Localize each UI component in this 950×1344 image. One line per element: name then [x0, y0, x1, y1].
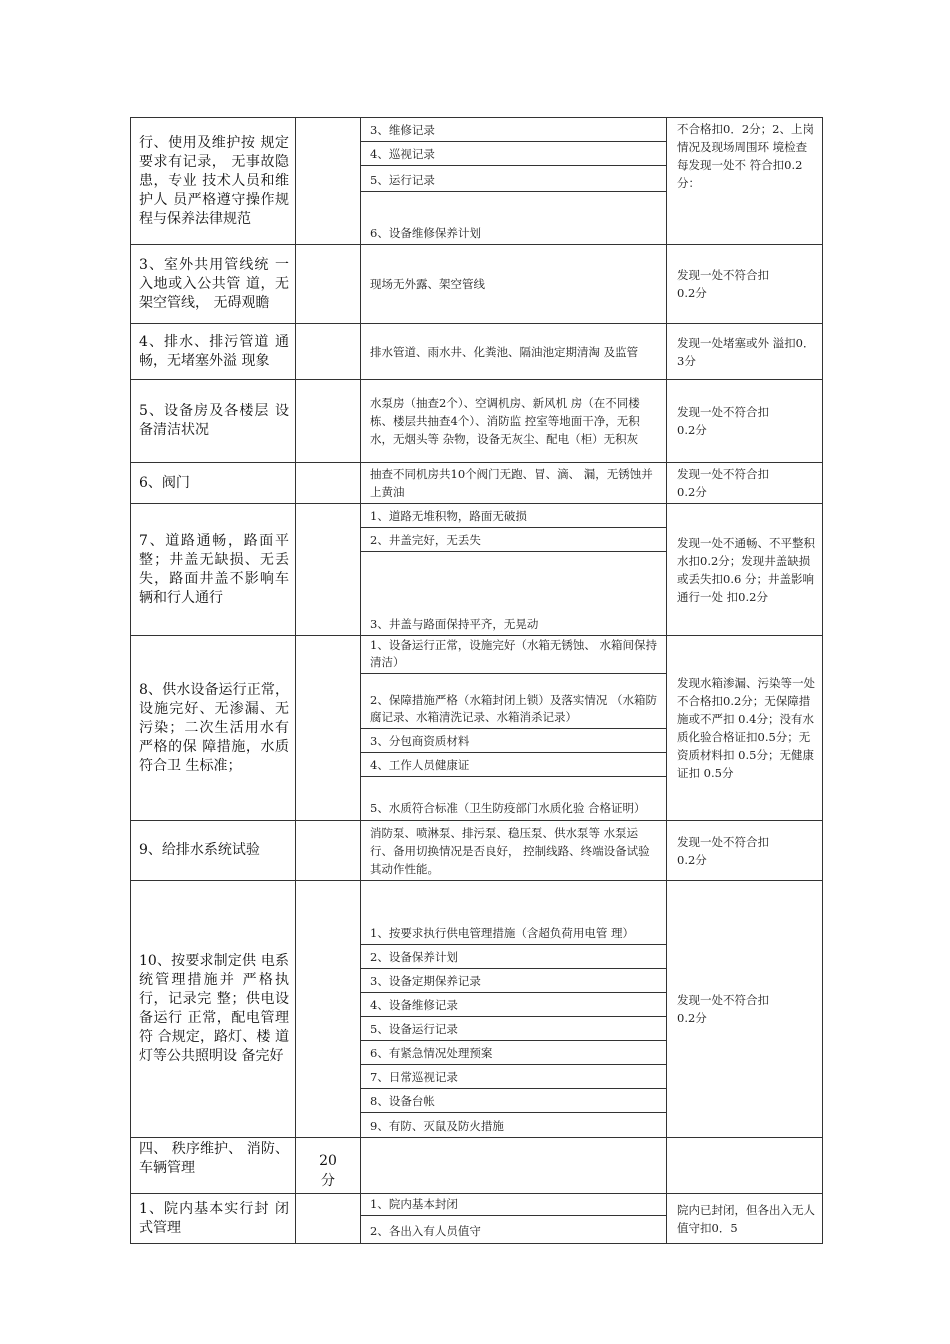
score-cell — [296, 881, 361, 1138]
standard-subitem: 2、井盖完好，无丢失 — [361, 528, 666, 552]
standard-subitems — [361, 118, 667, 245]
standard-subitem: 4、设备维修记录 — [361, 993, 666, 1017]
standard-subitem: 2、保障措施严格（水箱封闭上锁）及落实情况 （水箱防腐记录、水箱清洗记录、水箱消杀记录） — [361, 674, 666, 729]
standard-subitem: 6、设备维修保养计划 — [370, 226, 481, 240]
standard-subitems — [361, 504, 667, 636]
standard-subitem: 3、分包商资质材料 — [361, 729, 666, 753]
score-cell — [296, 245, 361, 324]
deduction-cell: 发现一处不符合扣 0.2分 — [667, 881, 823, 1138]
score-cell — [296, 380, 361, 463]
standard-subitem: 3、设备定期保养记录 — [361, 969, 666, 993]
table-row — [131, 118, 823, 245]
standard-cell: 现场无外露、架空管线 — [361, 245, 667, 324]
standard-subitem: 2、设备保养计划 — [361, 945, 666, 969]
deduction-cell: 发现一处不符合扣 0.2分 — [667, 463, 823, 504]
standard-subitem: 2、各出入有人员值守 — [370, 1224, 481, 1238]
standard-cell: 消防泵、喷淋泵、排污泵、稳压泵、供水泵等 水泵运行、备用切换情况是否良好， 控制线路、终端设备试验其动作性能。 — [361, 821, 667, 881]
standard-subitem: 5、水质符合标准（卫生防疫部门水质化验 合格证明） — [370, 801, 646, 815]
deduction-cell: 发现一处不通畅、不平整积水扣0.2分；发现井盖缺损或丢失扣0.6 分；井盖影响通行一处 扣0.2分 — [667, 504, 823, 636]
requirement-cell: 6、阀门 — [131, 463, 296, 504]
requirement-cell: 四、 秩序维护、 消防、车辆管理 — [131, 1138, 296, 1194]
standard-subitem: 3、井盖与路面保持平齐，无晃动 — [370, 617, 539, 631]
deduction-cell: 发现一处不符合扣 0.2分 — [667, 821, 823, 881]
table-row — [131, 881, 823, 1138]
table-row — [131, 636, 823, 821]
requirement-cell: 4、排水、排污管道 通畅，无堵塞外溢 现象 — [131, 324, 296, 380]
standard-subitem: 5、运行记录 — [361, 166, 666, 192]
standard-subitems — [361, 1194, 667, 1244]
deduction-cell: 发现水箱渗漏、污染等一处不合格扣0.2分；无保障措施或不严扣 0.4分；没有水 质化验合格证扣0.5分；无资质材料扣 0.5分；无健康证扣 0.5分 — [667, 636, 823, 821]
inspection-table — [130, 117, 823, 1244]
requirement-cell: 8、供水设备运行正常，设施完好、无渗漏、无污染；二次生活用水有严格的保 障措施，水质符合卫 生标准； — [131, 636, 296, 821]
table-row — [131, 463, 823, 504]
standard-subitem: 8、设备台帐 — [361, 1089, 666, 1113]
standard-subitem: 1、按要求执行供电管理措施（含超负荷用电管 理） — [361, 881, 666, 945]
standard-subitems — [361, 636, 667, 821]
standard-subitem: 1、设备运行正常，设施完好（水箱无锈蚀、 水箱间保持清洁） — [361, 636, 666, 674]
requirement-cell: 10、按要求制定供 电系统管理措施并 严格执行，记录完 整；供电设备运行 正常，配电管理符 合规定，路灯、楼 道灯等公共照明设 备完好 — [131, 881, 296, 1138]
standard-subitem: 3、维修记录 — [361, 118, 666, 142]
deduction-cell: 发现一处不符合扣 0.2分 — [667, 380, 823, 463]
requirement-cell: 1、院内基本实行封 闭式管理 — [131, 1194, 296, 1244]
table-row — [131, 245, 823, 324]
deduction-cell — [667, 1138, 823, 1194]
table-row — [131, 1194, 823, 1244]
score-cell — [296, 504, 361, 636]
requirement-cell: 5、设备房及各楼层 设备清洁状况 — [131, 380, 296, 463]
score-cell — [296, 1194, 361, 1244]
requirement-cell: 行、使用及维护按 规定要求有记录， 无事故隐患，专业 技术人员和维护人 员严格遵守操作规 程与保养法律规范 — [131, 118, 296, 245]
requirement-cell: 7、道路通畅，路面平整；井盖无缺损、无丢失，路面井盖不影响车辆和行人通行 — [131, 504, 296, 636]
score-cell — [296, 821, 361, 881]
standard-subitem: 9、有防、灭鼠及防火措施 — [370, 1119, 504, 1133]
score-cell: 20 分 — [296, 1138, 361, 1194]
table-row — [131, 1138, 823, 1194]
deduction-cell: 发现一处堵塞或外 溢扣0．3分 — [667, 324, 823, 380]
deduction-cell: 发现一处不符合扣 0.2分 — [667, 245, 823, 324]
standard-subitem: 4、工作人员健康证 — [361, 753, 666, 777]
standard-subitem: 4、巡视记录 — [361, 142, 666, 166]
deduction-cell: 不合格扣0．2分；2、上岗情况及现场周围环 境检查每发现一处不 符合扣0.2 分： — [667, 118, 823, 245]
standard-cell: 排水管道、雨水井、化粪池、隔油池定期清淘 及监管 — [361, 324, 667, 380]
score-cell — [296, 463, 361, 504]
standard-subitem: 1、院内基本封闭 — [361, 1194, 666, 1216]
standard-subitem: 5、设备运行记录 — [361, 1017, 666, 1041]
table-row — [131, 504, 823, 636]
table-row — [131, 324, 823, 380]
requirement-cell: 3、室外共用管线统 一入地或入公共管 道，无架空管线， 无碍观瞻 — [131, 245, 296, 324]
score-cell — [296, 324, 361, 380]
standard-subitem: 7、日常巡视记录 — [361, 1065, 666, 1089]
table-row — [131, 380, 823, 463]
standard-cell: 抽查不同机房共10个阀门无跑、冒、滴、 漏，无锈蚀并上黄油 — [361, 463, 667, 504]
score-cell — [296, 636, 361, 821]
standard-subitem: 6、有紧急情况处理预案 — [361, 1041, 666, 1065]
score-cell — [296, 118, 361, 245]
table-row — [131, 821, 823, 881]
deduction-cell: 院内已封闭，但各出入无人值守扣0．5 — [667, 1194, 823, 1244]
standard-cell: 水泵房（抽查2个）、空调机房、新风机 房（在不同楼栋、楼层共抽查4个）、消防监 控室等地面干净，无积水，无烟头等 杂物，设备无灰尘、配电（柜）无积灰 — [361, 380, 667, 463]
standard-subitem: 1、道路无堆积物，路面无破损 — [361, 504, 666, 528]
requirement-cell: 9、给排水系统试验 — [131, 821, 296, 881]
standard-cell — [361, 1138, 667, 1194]
standard-subitems — [361, 881, 667, 1138]
